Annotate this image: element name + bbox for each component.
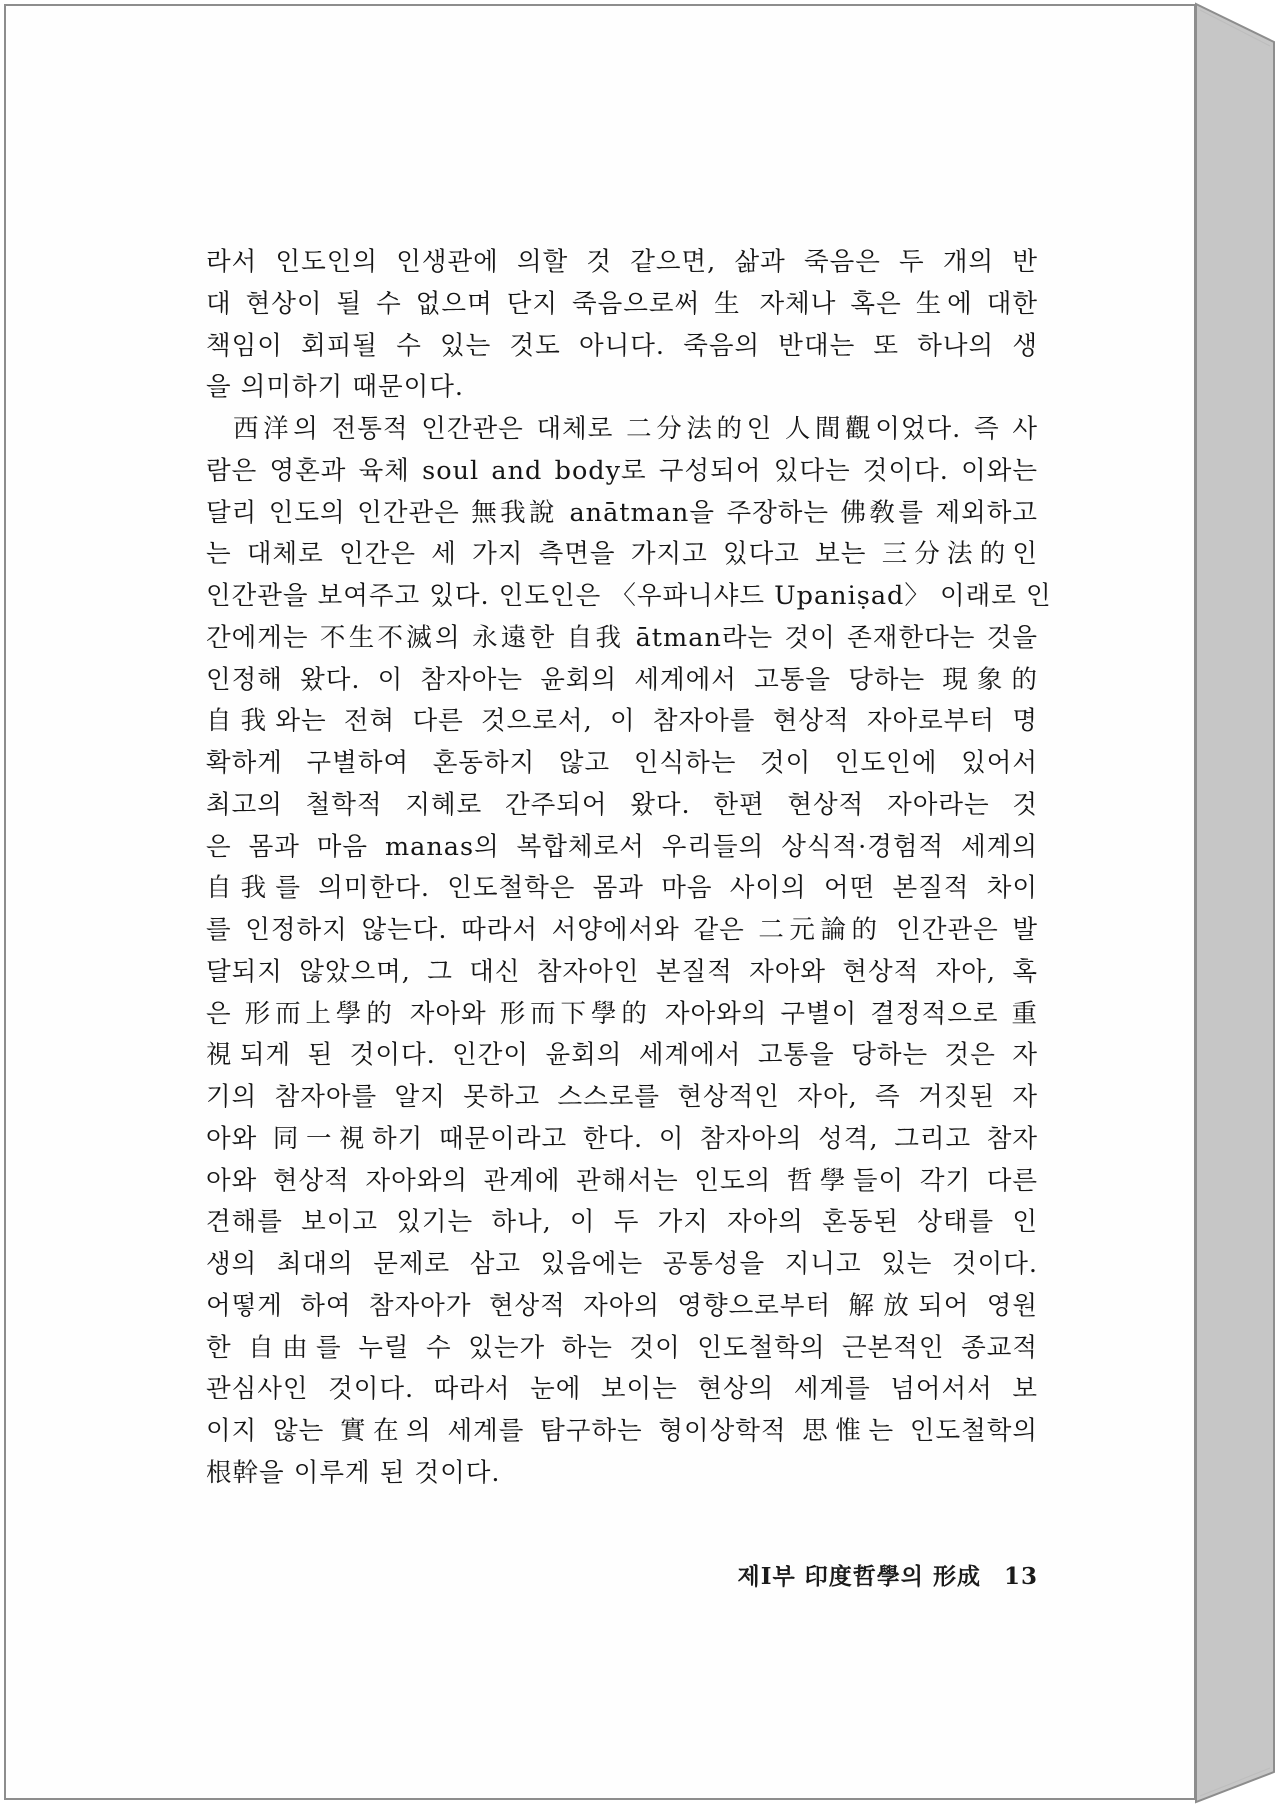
text-line: 달리 인도의 인간관은 無我說 anātman을 주장하는 佛敎를 제외하고 <box>206 497 1038 528</box>
text-line: 인정해 왔다. 이 참자아는 윤회의 세계에서 고통을 당하는 現象的 <box>206 664 1038 695</box>
text-line: 대 현상이 될 수 없으며 단지 죽음으로써 生 자체나 혹은 生에 대한 <box>206 288 1038 319</box>
page-number: 13 <box>1003 1563 1038 1590</box>
text-line: 自我와는 전혀 다른 것으로서, 이 참자아를 현상적 자아로부터 명 <box>206 706 1038 737</box>
text-line: 은 形而上學的 자아와 形而下學的 자아와의 구별이 결정적으로 重 <box>206 998 1038 1029</box>
text-line: 람은 영혼과 육체 soul and body로 구성되어 있다는 것이다. 이와는 <box>206 455 1038 486</box>
text-line: 확하게 구별하여 혼동하지 않고 인식하는 것이 인도인에 있어서 <box>206 748 1038 778</box>
text-line: 을 의미하기 때문이다. <box>206 372 465 403</box>
body-text <box>206 242 1052 1495</box>
text-line: 견해를 보이고 있기는 하나, 이 두 가지 자아의 혼동된 상태를 인 <box>206 1207 1038 1238</box>
text-line: 한 自由를 누릴 수 있는가 하는 것이 인도철학의 근본적인 종교적 <box>206 1332 1038 1363</box>
text-line: 는 대체로 인간은 세 가지 측면을 가지고 있다고 보는 三分法的인 <box>206 539 1038 570</box>
text-line: 최고의 철학적 지혜로 간주되어 왔다. 한편 현상적 자아라는 것 <box>206 789 1038 820</box>
text-line: 어떻게 하여 참자아가 현상적 자아의 영향으로부터 解放되어 영원 <box>206 1290 1038 1321</box>
text-line: 인간관을 보여주고 있다. 인도인은 〈우파니샤드 Upaniṣad〉 이래로 인 <box>206 581 1052 611</box>
text-line: 기의 참자아를 알지 못하고 스스로를 현상적인 자아, 즉 거짓된 자 <box>206 1082 1038 1112</box>
text-line: 이지 않는 實在의 세계를 탐구하는 형이상학적 思惟는 인도철학의 <box>206 1416 1038 1446</box>
text-line: 은 몸과 마음 manas의 복합체로서 우리들의 상식적·경험적 세계의 <box>206 831 1038 862</box>
text-line: 視되게 된 것이다. 인간이 윤회의 세계에서 고통을 당하는 것은 자 <box>206 1040 1038 1071</box>
text-line: 책임이 회피될 수 있는 것도 아니다. 죽음의 반대는 또 하나의 생 <box>206 330 1038 361</box>
text-line: 自我를 의미한다. 인도철학은 몸과 마음 사이의 어떤 본질적 차이 <box>206 873 1038 904</box>
text-line: 간에게는 不生不滅의 永遠한 自我 ātman라는 것이 존재한다는 것을 <box>206 622 1038 653</box>
text-line: 아와 현상적 자아와의 관계에 관해서는 인도의 哲學들이 각기 다른 <box>206 1165 1038 1196</box>
text-line: 아와 同一視하기 때문이라고 한다. 이 참자아의 성격, 그리고 참자 <box>206 1123 1038 1154</box>
text-line: 달되지 않았으며, 그 대신 참자아인 본질적 자아와 현상적 자아, 혹 <box>206 956 1038 987</box>
text-line: 를 인정하지 않는다. 따라서 서양에서와 같은 二元論的 인간관은 발 <box>206 915 1038 945</box>
running-footer <box>686 1559 1038 1595</box>
text-line: 根幹을 이루게 된 것이다. <box>206 1457 501 1488</box>
text-line: 西洋의 전통적 인간관은 대체로 二分法的인 人間觀이었다. 즉 사 <box>233 414 1038 444</box>
text-line: 관심사인 것이다. 따라서 눈에 보이는 현상의 세계를 넘어서서 보 <box>206 1374 1038 1405</box>
footer-part: 제Ⅰ부 <box>737 1563 796 1590</box>
text-line: 생의 최대의 문제로 삼고 있음에는 공통성을 지니고 있는 것이다. <box>206 1249 1038 1279</box>
text-line: 라서 인도인의 인생관에 의할 것 같으면, 삶과 죽음은 두 개의 반 <box>206 247 1038 277</box>
document-page <box>4 4 1196 1800</box>
footer-title: 印度哲學의 形成 <box>804 1563 981 1590</box>
